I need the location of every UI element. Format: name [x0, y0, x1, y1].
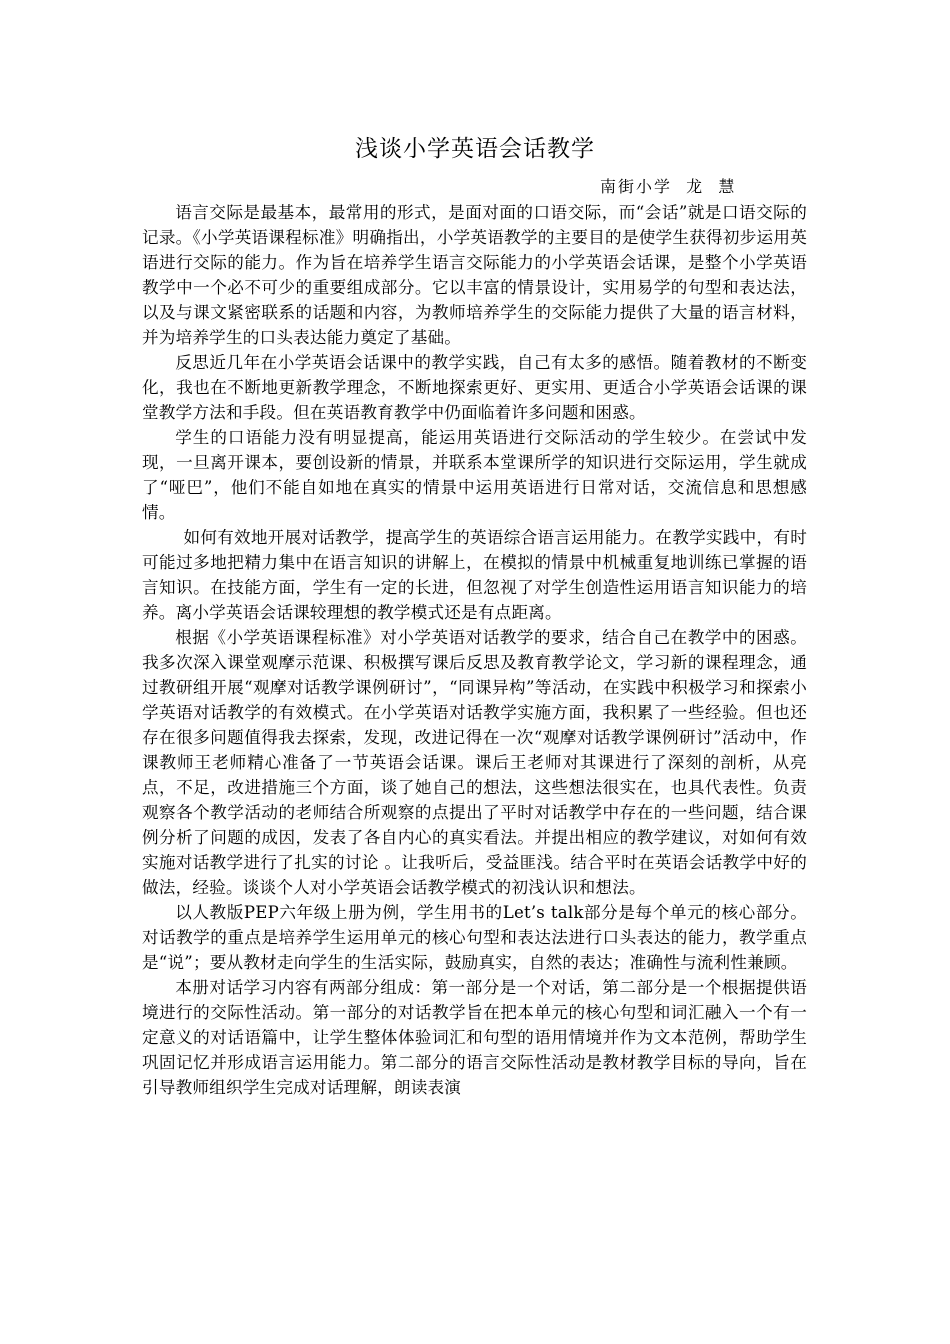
paragraph: 根据《小学英语课程标准》对小学英语对话教学的要求，结合自己在教学中的困惑。我多次深入课堂观摩示范课、积极撰写课后反思及教育教学论文，学习新的课程理念，通过教研组开展“观摩对话教学课例研讨”，“同课异构”等活动，在实践中积极学习和探索小学英语对话教学的有效模式。在小学英语对话教学实施方面，我积累了一些经验。但也还存在很多问题值得我去探索，发现，改进记得在一次“观摩对话教学课例研讨”活动中，作课教师王老师精心准备了一节英语会话课。课后王老师对其课进行了深刻的剖析，从亮点，不足，改进措施三个方面，谈了她自己的想法，这些想法很实在，也具代表性。负责观察各个教学活动的老师结合所观察的点提出了平时对话教学中存在的一些问题，结合课例分析了问题的成因，发表了各自内心的真实看法。并提出相应的教学建议，对如何有效实施对话教学进行了扎实的讨论 。让我听后，受益匪浅。结合平时在英语会话教学中好的做法，经验。谈谈个人对小学英语会话教学模式的初浅认识和想法。 — [142, 628, 807, 897]
author-line: 南街小学 龙 慧 — [600, 177, 737, 196]
document-body — [142, 200, 807, 1100]
paragraph: 本册对话学习内容有两部分组成：第一部分是一个对话，第二部分是一个根据提供语境进行的交际性活动。第一部分的对话教学旨在把本单元的核心句型和词汇融入一个有一定意义的对话语篇中，让学生整体体验词汇和句型的语用情境并作为文本范例，帮助学生巩固记忆并形成语言运用能力。第二部分的语言交际性活动是教材教学目标的导向，旨在引导教师组织学生完成对话理解，朗读表演 — [142, 978, 807, 1097]
paragraph: 学生的口语能力没有明显提高，能运用英语进行交际活动的学生较少。在尝试中发现，一旦离开课本，要创设新的情景，并联系本堂课所学的知识进行交际运用，学生就成了“哑巴”，他们不能自如地在真实的情景中运用英语进行日常对话，交流信息和思想感情。 — [142, 428, 807, 522]
page-title: 浅谈小学英语会话教学 — [355, 136, 595, 162]
paragraph: 以人教版PEP六年级上册为例，学生用书的Let’s talk部分是每个单元的核心部分。对话教学的重点是培养学生运用单元的核心句型和表达法进行口头表达的能力，教学重点是“说”；要从教材走向学生的生活实际，鼓励真实，自然的表达；准确性与流利性兼顾。 — [142, 903, 807, 972]
paragraph: 如何有效地开展对话教学，提高学生的英语综合语言运用能力。在教学实践中，有时可能过多地把精力集中在语言知识的讲解上，在模拟的情景中机械重复地训练已掌握的语言知识。在技能方面，学生有一定的长进，但忽视了对学生创造性运用语言知识能力的培养。离小学英语会话课较理想的教学模式还是有点距离。 — [142, 528, 807, 622]
paragraph: 反思近几年在小学英语会话课中的教学实践，自己有太多的感悟。随着教材的不断变化，我也在不断地更新教学理念，不断地探索更好、更实用、更适合小学英语会话课的课堂教学方法和手段。但在英语教育教学中仍面临着许多问题和困惑。 — [142, 353, 807, 422]
paragraph: 语言交际是最基本，最常用的形式，是面对面的口语交际，而“会话”就是口语交际的记录。《小学英语课程标准》明确指出，小学英语教学的主要目的是使学生获得初步运用英语进行交际的能力。作为旨在培养学生语言交际能力的小学英语会话课，是整个小学英语教学中一个必不可少的重要组成部分。它以丰富的情景设计，实用易学的句型和表达法，以及与课文紧密联系的话题和内容，为教师培养学生的交际能力提供了大量的语言材料，并为培养学生的口头表达能力奠定了基础。 — [142, 203, 807, 347]
